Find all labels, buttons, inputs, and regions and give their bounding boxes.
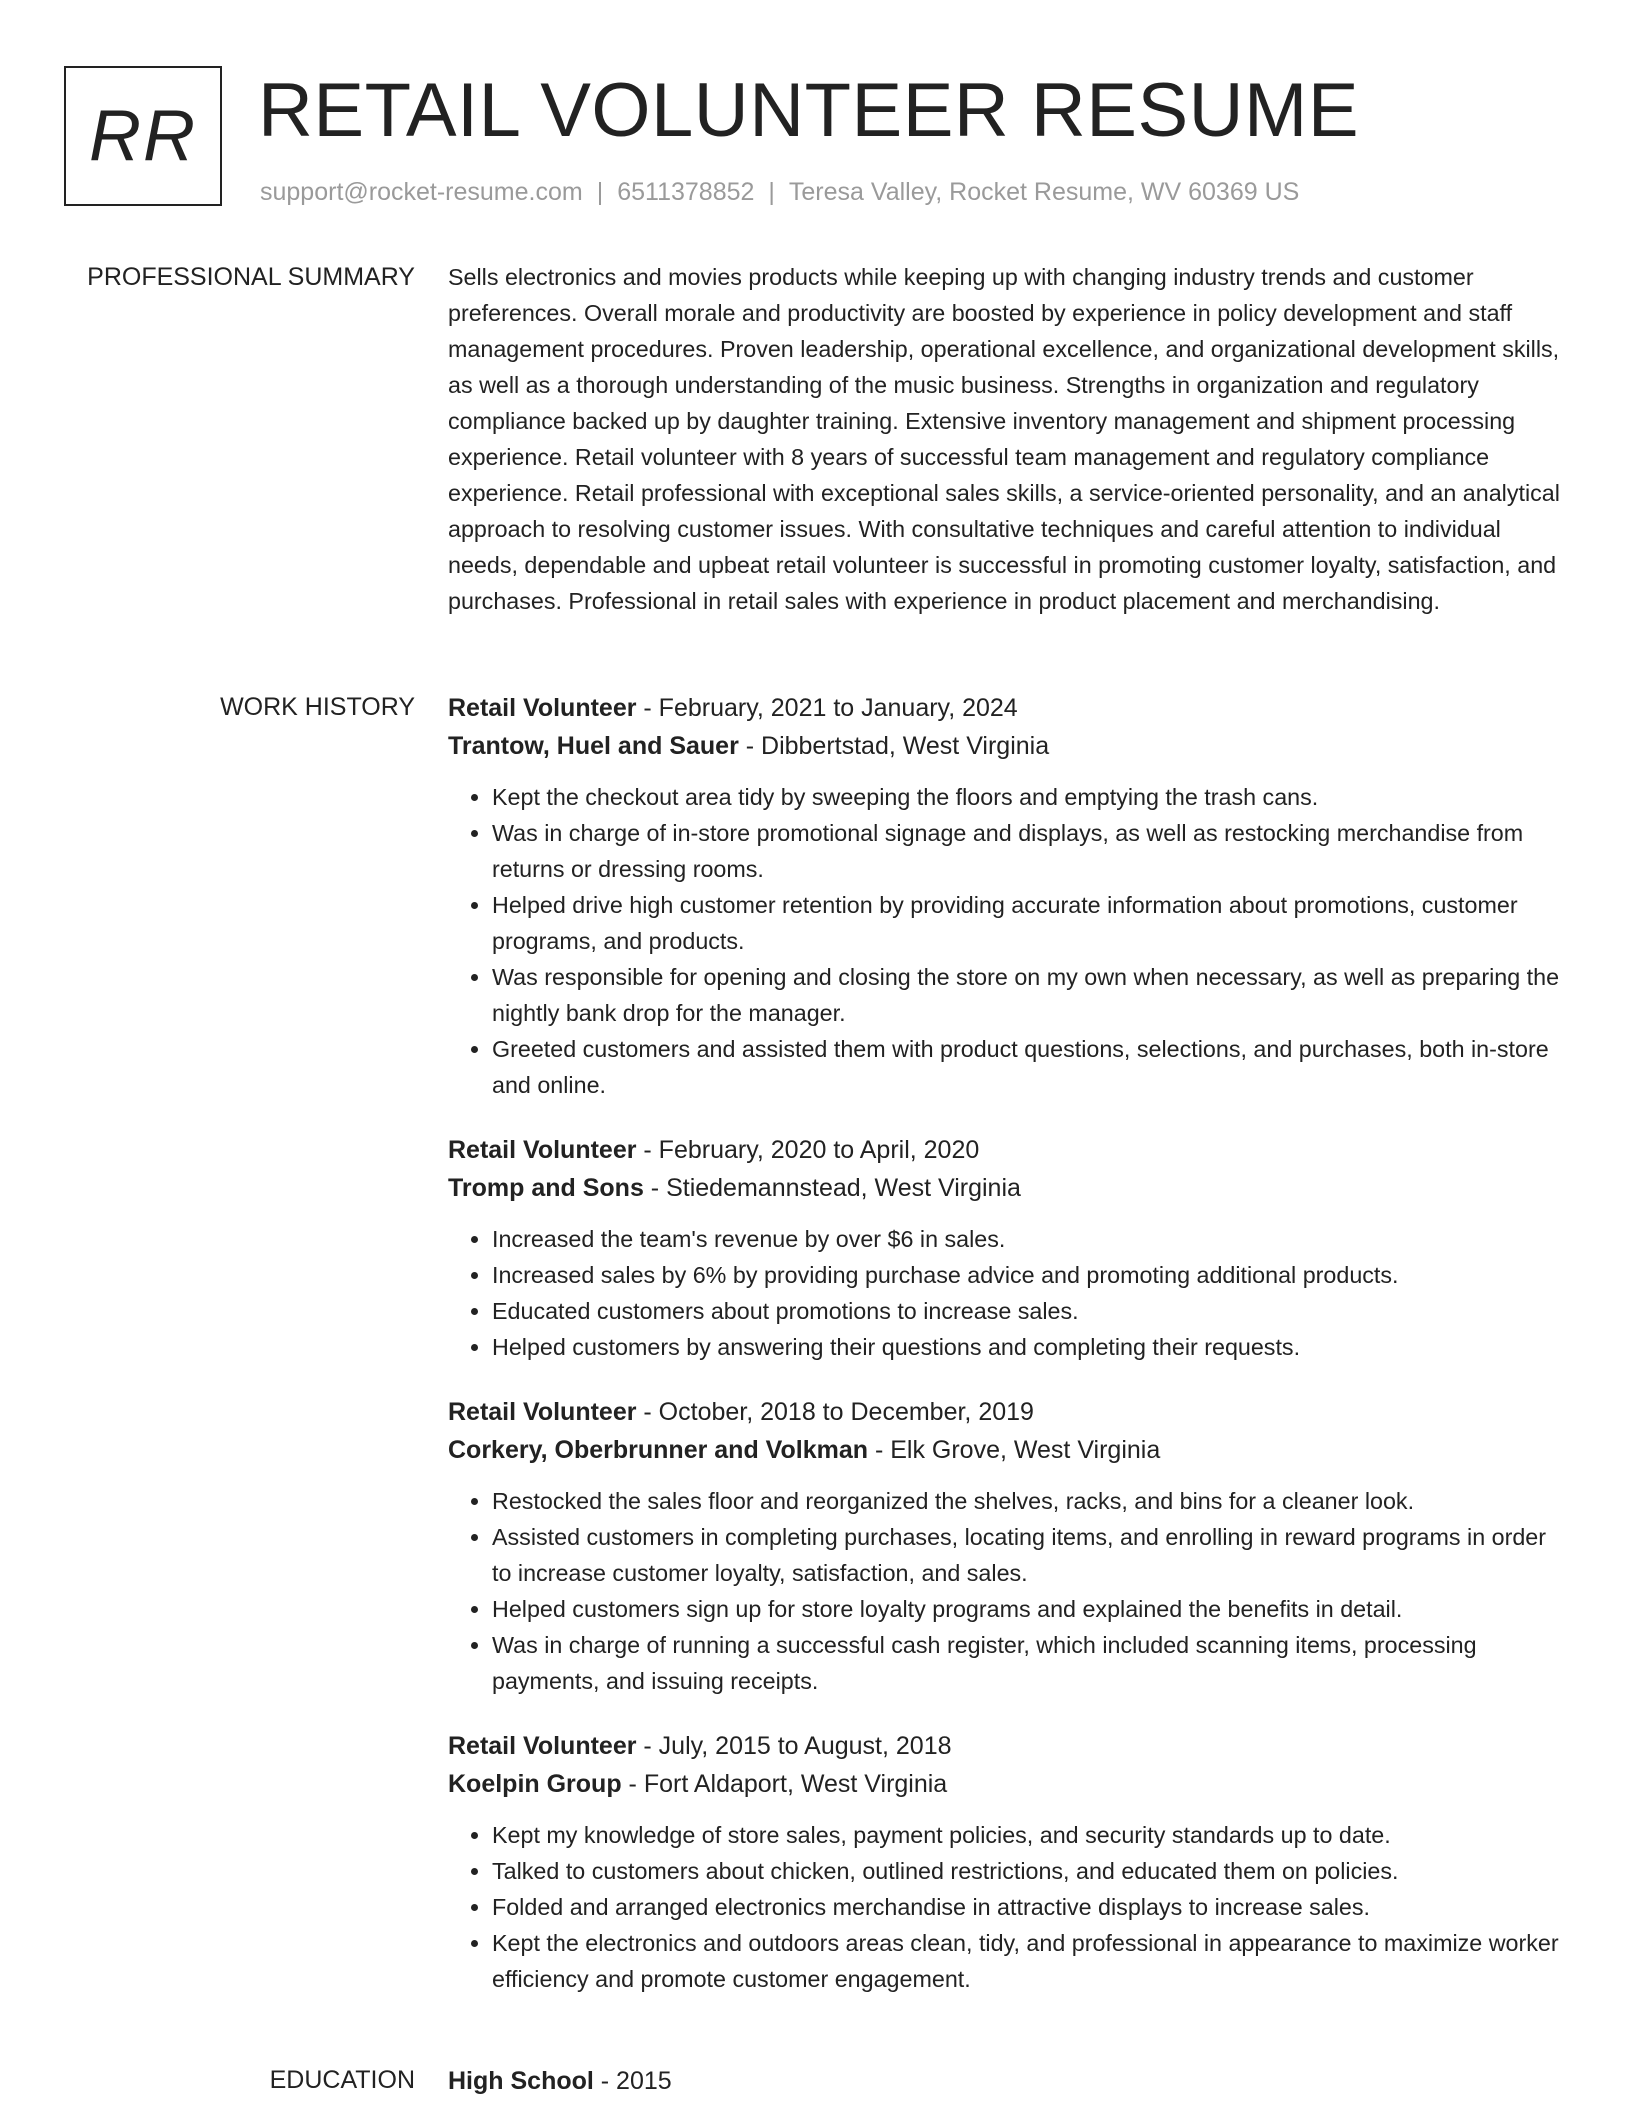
- job-company: Trantow, Huel and Sauer: [448, 732, 739, 760]
- job-title-line: [448, 1727, 1563, 1765]
- resume-title: RETAIL VOLUNTEER RESUME: [258, 68, 1360, 153]
- contact-address: Teresa Valley, Rocket Resume, WV 60369 US: [788, 178, 1300, 206]
- job-bullet: • Greeted customers and assisted them with product questions, selections, and purchases, both in-store and online.: [492, 1031, 1563, 1103]
- job-title: Retail Volunteer: [448, 1732, 637, 1760]
- job-bullets: [448, 1817, 1563, 1997]
- job-bullet: • Assisted customers in completing purchases, locating items, and enrolling in reward programs in order to increase customer loyalty, satisfaction, and sales.: [492, 1519, 1563, 1591]
- job-location: - Fort Aldaport, West Virginia: [621, 1770, 948, 1798]
- job-title-line: [448, 689, 1563, 727]
- job-bullet: • Was in charge of in-store promotional signage and displays, as well as restocking merchandise from returns or dressing rooms.: [492, 815, 1563, 887]
- job-bullet: • Helped customers sign up for store loyalty programs and explained the benefits in detail.: [492, 1591, 1563, 1627]
- education-degree: High School: [448, 2067, 594, 2095]
- work-history-body: [448, 689, 1563, 2025]
- job-bullet: • Kept the electronics and outdoors areas clean, tidy, and professional in appearance to maximize worker efficiency and promote customer engagement.: [492, 1925, 1563, 1997]
- resume-header: [64, 66, 1564, 216]
- job-entry: [448, 689, 1563, 1103]
- job-bullet: • Was responsible for opening and closing the store on my own when necessary, as well as preparing the nightly bank drop for the manager.: [492, 959, 1563, 1031]
- job-location: - Stiedemannstead, West Virginia: [643, 1174, 1021, 1202]
- job-title: Retail Volunteer: [448, 1136, 637, 1164]
- job-bullet: • Was in charge of running a successful cash register, which included scanning items, processing payments, and issuing receipts.: [492, 1627, 1563, 1699]
- job-bullets: [448, 1221, 1563, 1365]
- summary-body: [448, 259, 1563, 619]
- section-label-summary: PROFESSIONAL SUMMARY: [87, 263, 415, 291]
- section-label-work-history: WORK HISTORY: [220, 693, 415, 721]
- job-dates: - February, 2020 to April, 2020: [636, 1136, 980, 1164]
- job-company-line: [448, 1431, 1563, 1469]
- job-entry: [448, 1727, 1563, 1997]
- job-bullet: • Folded and arranged electronics merchandise in attractive displays to increase sales.: [492, 1889, 1563, 1925]
- job-bullets: [448, 779, 1563, 1103]
- job-entry: [448, 1131, 1563, 1365]
- education-year: - 2015: [593, 2067, 672, 2095]
- job-bullet: • Kept my knowledge of store sales, payment policies, and security standards up to date.: [492, 1817, 1563, 1853]
- contact-separator: |: [596, 178, 604, 206]
- job-title-line: [448, 1131, 1563, 1169]
- monogram-logo: RR: [64, 66, 222, 206]
- job-location: - Dibbertstad, West Virginia: [738, 732, 1050, 760]
- job-company: Koelpin Group: [448, 1770, 622, 1798]
- job-company-line: [448, 727, 1563, 765]
- job-title: Retail Volunteer: [448, 1398, 637, 1426]
- job-bullet: • Talked to customers about chicken, outlined restrictions, and educated them on policies.: [492, 1853, 1563, 1889]
- job-dates: - February, 2021 to January, 2024: [636, 694, 1018, 722]
- job-bullet: • Increased sales by 6% by providing purchase advice and promoting additional products.: [492, 1257, 1563, 1293]
- job-dates: - October, 2018 to December, 2019: [636, 1398, 1034, 1426]
- job-company-line: [448, 1765, 1563, 1803]
- job-bullet: • Educated customers about promotions to increase sales.: [492, 1293, 1563, 1329]
- job-bullets: [448, 1483, 1563, 1699]
- job-bullet: • Restocked the sales floor and reorganized the shelves, racks, and bins for a cleaner look.: [492, 1483, 1563, 1519]
- job-dates: - July, 2015 to August, 2018: [636, 1732, 952, 1760]
- contact-phone: 6511378852: [617, 178, 755, 206]
- job-title: Retail Volunteer: [448, 694, 637, 722]
- section-label-education: EDUCATION: [269, 2066, 415, 2094]
- job-company: Corkery, Oberbrunner and Volkman: [448, 1436, 869, 1464]
- summary-text: Sells electronics and movies products while keeping up with changing industry trends and customer preferences. Overall morale and productivity are boosted by experience in policy development and staff management procedures. Proven leadership, operational excellence, and organizational development skills, as well as a thorough understanding of the music business. Strengths in organization and regulatory compliance backed up by daughter training. Extensive inventory management and shipment processing experience. Retail volunteer with 8 years of successful team management and regulatory compliance experience. Retail professional with exceptional sales skills, a service-oriented personality, and an analytical approach to resolving customer issues. With consultative techniques and careful attention to individual needs, dependable and upbeat retail volunteer is successful in promoting customer loyalty, satisfaction, and purchases. Professional in retail sales with experience in product placement and merchandising.: [448, 264, 1560, 614]
- job-location: - Elk Grove, West Virginia: [868, 1436, 1161, 1464]
- education-body: [448, 2062, 1563, 2100]
- contact-separator: |: [768, 178, 775, 206]
- job-company: Tromp and Sons: [448, 1174, 644, 1202]
- job-title-line: [448, 1393, 1563, 1431]
- contact-email: support@rocket-resume.com: [260, 178, 583, 206]
- job-company-line: [448, 1169, 1563, 1207]
- job-entry: [448, 1393, 1563, 1699]
- contact-info: [260, 174, 1299, 210]
- job-bullet: • Kept the checkout area tidy by sweeping the floors and emptying the trash cans.: [492, 779, 1563, 815]
- job-bullet: • Increased the team's revenue by over $6 in sales.: [492, 1221, 1563, 1257]
- job-bullet: • Helped customers by answering their questions and completing their requests.: [492, 1329, 1563, 1365]
- job-bullet: • Helped drive high customer retention by providing accurate information about promotions, customer programs, and products.: [492, 887, 1563, 959]
- education-line: [448, 2062, 1563, 2100]
